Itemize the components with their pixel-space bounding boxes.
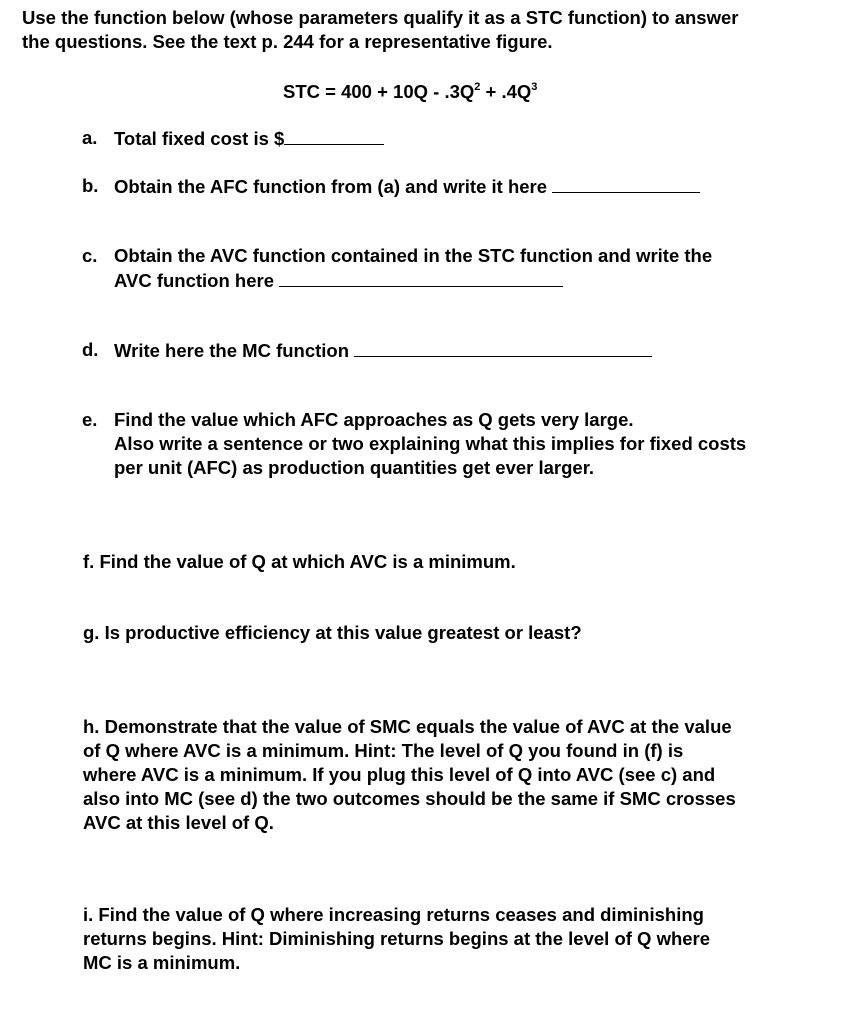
question-c-line-2: AVC function here — [114, 270, 280, 291]
question-c — [82, 244, 713, 293]
question-f-text: f. Find the value of Q at which AVC is a minimum. — [83, 551, 516, 572]
question-b — [82, 174, 700, 199]
stc-formula — [283, 80, 537, 107]
question-c-marker: c. — [82, 245, 98, 266]
answer-blank-c[interactable] — [279, 268, 563, 287]
answer-blank-d[interactable] — [354, 338, 652, 357]
question-e-marker: e. — [82, 409, 98, 430]
question-i-line-3: MC is a minimum. — [83, 952, 241, 973]
question-g — [83, 621, 582, 645]
formula-part-1: STC = 400 + 10Q - .3Q — [283, 81, 475, 102]
question-e-line-3: per unit (AFC) as production quantities get ever larger. — [114, 457, 595, 478]
question-h-line-4: also into MC (see d) the two outcomes should be the same if SMC crosses — [83, 788, 736, 809]
question-c-line-1: Obtain the AVC function contained in the STC function and write the — [114, 245, 713, 266]
instructions — [22, 6, 842, 54]
question-a-marker: a. — [82, 127, 98, 148]
formula-exponent-2: 2 — [474, 81, 481, 93]
question-e-line-1: Find the value which AFC approaches as Q gets very large. — [114, 409, 634, 430]
question-i — [83, 903, 710, 975]
question-a — [82, 126, 384, 151]
question-h-line-1: h. Demonstrate that the value of SMC equals the value of AVC at the value — [83, 716, 732, 737]
question-h-line-3: where AVC is a minimum. If you plug this level of Q into AVC (see c) and — [83, 764, 716, 785]
instructions-line-1: Use the function below (whose parameters qualify it as a STC function) to answer — [22, 7, 739, 28]
question-h-line-2: of Q where AVC is a minimum. Hint: The level of Q you found in (f) is — [83, 740, 684, 761]
question-f — [83, 550, 516, 574]
answer-blank-a[interactable] — [284, 126, 384, 145]
question-b-text: Obtain the AFC function from (a) and write it here — [114, 176, 553, 197]
instructions-line-2: the questions. See the text p. 244 for a representative figure. — [22, 31, 553, 52]
question-h-line-5: AVC at this level of Q. — [83, 812, 274, 833]
answer-blank-b[interactable] — [552, 174, 700, 193]
question-h — [83, 715, 736, 835]
formula-part-2: + .4Q — [480, 81, 532, 102]
question-d-marker: d. — [82, 339, 99, 360]
question-e — [82, 408, 747, 480]
question-d-text: Write here the MC function — [114, 340, 355, 361]
question-b-marker: b. — [82, 175, 99, 196]
formula-exponent-3: 3 — [531, 81, 538, 93]
question-g-text: g. Is productive efficiency at this value greatest or least? — [83, 622, 582, 643]
question-a-text: Total fixed cost is $ — [114, 128, 285, 149]
question-i-line-2: returns begins. Hint: Diminishing returns begins at the level of Q where — [83, 928, 711, 949]
question-i-line-1: i. Find the value of Q where increasing returns ceases and diminishing — [83, 904, 704, 925]
question-e-line-2: Also write a sentence or two explaining what this implies for fixed costs — [114, 433, 747, 454]
question-d — [82, 338, 652, 363]
